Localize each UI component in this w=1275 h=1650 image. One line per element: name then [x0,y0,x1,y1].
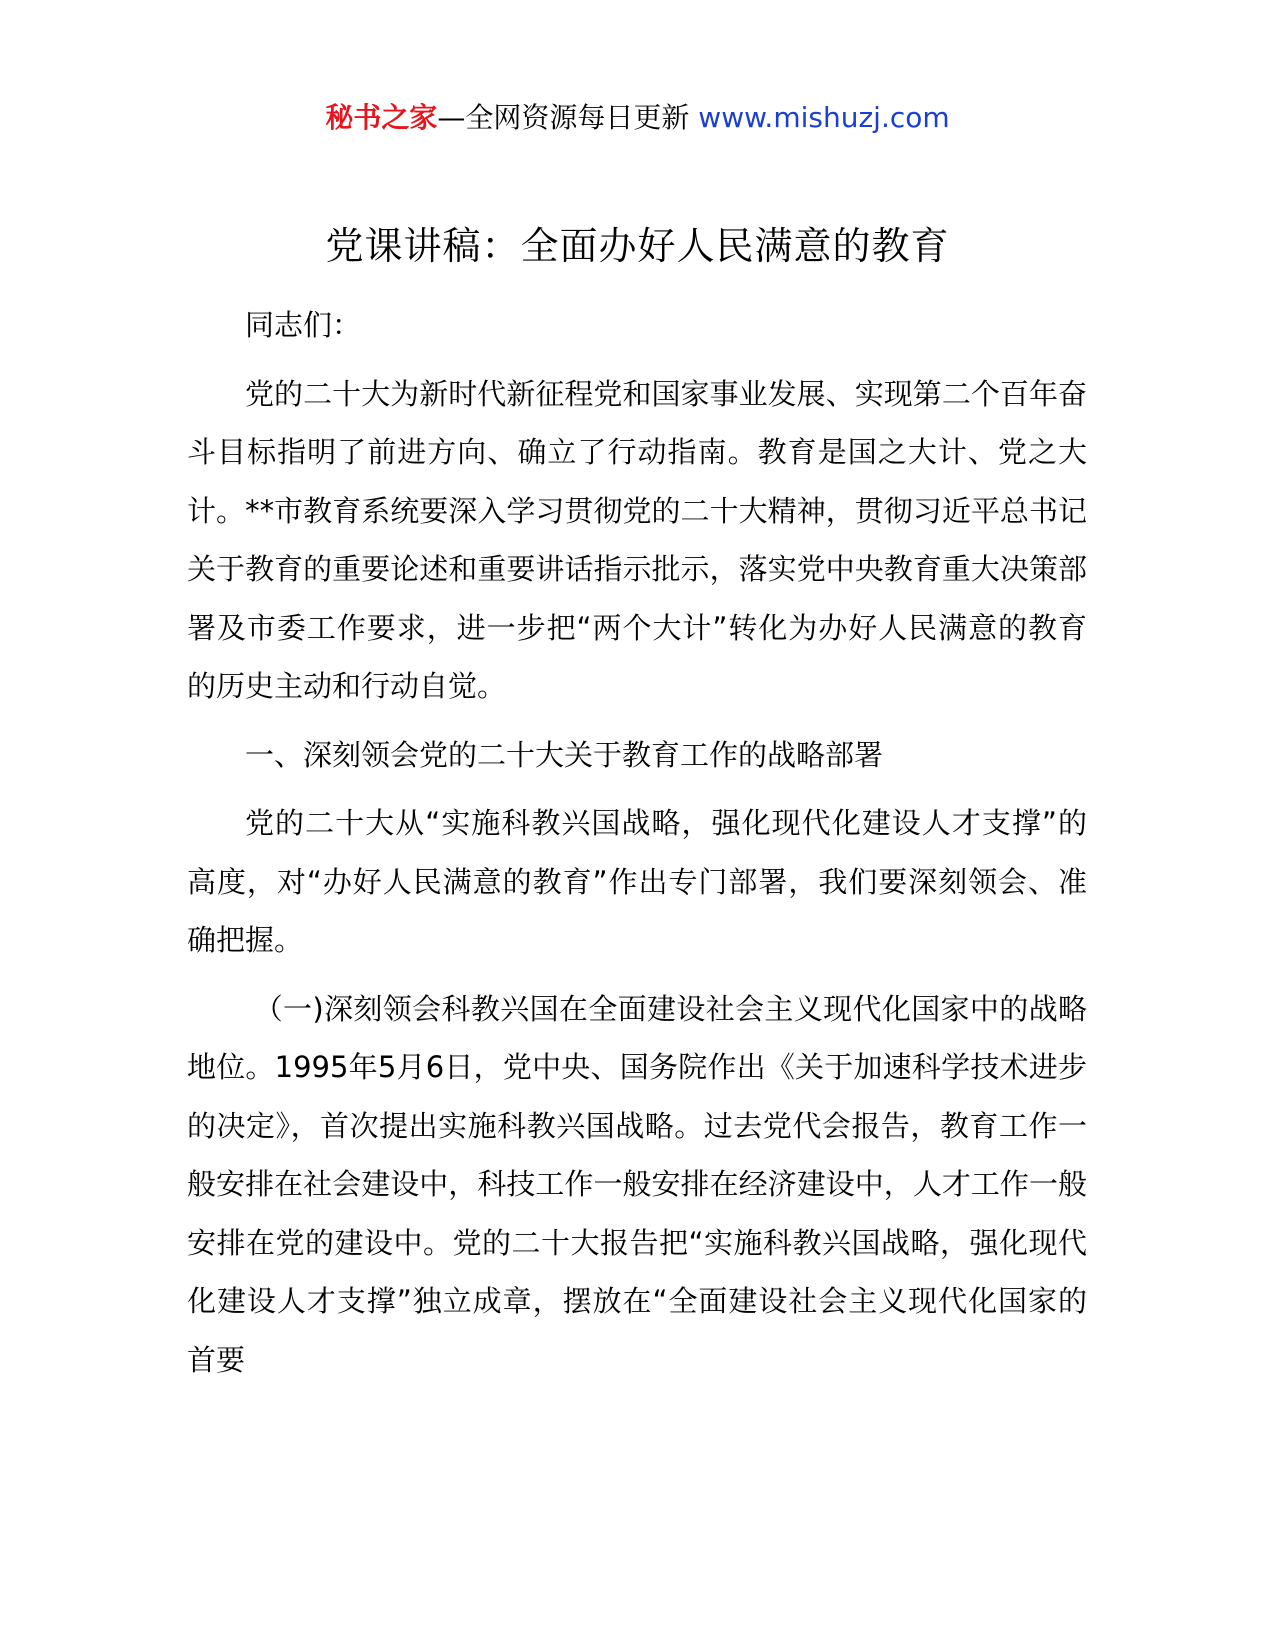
paragraph-subsection-1: （一)深刻领会科教兴国在全面建设社会主义现代化国家中的战略地位。1995年5月6日，党中央、国务院作出《关于加速科学技术进步的决定》，首次提出实施科教兴国战略。过去党代会报告，教育工作一般安排在社会建设中，科技工作一般安排在经济建设中，人才工作一般安排在党的建设中。党的二十大报告把“实施科教兴国战略，强化现代化建设人才支撑”独立成章，摆放在“全面建设社会主义现代化国家的首要 [187,991,1087,1377]
document-title: 党课讲稿：全面办好人民满意的教育 [325,224,950,268]
site-url-link[interactable]: www.mishuzj.com [698,101,950,134]
document-body [187,296,1087,1399]
salutation: 同志们： [245,308,362,342]
site-brand: 秘书之家 [325,101,438,134]
section-heading-1: 一、深刻领会党的二十大关于教育工作的战略部署 [245,737,884,772]
site-tagline: —全网资源每日更新 [437,101,690,134]
site-header [0,98,1275,138]
paragraph-section-1: 党的二十大从“实施科教兴国战略，强化现代化建设人才支撑”的高度，对“办好人民满意的教育”作出专门部署，我们要深刻领会、准确把握。 [187,806,1087,957]
paragraph-intro: 党的二十大为新时代新征程党和国家事业发展、实现第二个百年奋斗目标指明了前进方向、确立了行动指南。教育是国之大计、党之大计。**市教育系统要深入学习贯彻党的二十大精神，贯彻习近平总书记关于教育的重要论述和重要讲话指示批示，落实党中央教育重大决策部署及市委工作要求，进一步把“两个大计”转化为办好人民满意的教育的历史主动和行动自觉。 [187,376,1087,703]
